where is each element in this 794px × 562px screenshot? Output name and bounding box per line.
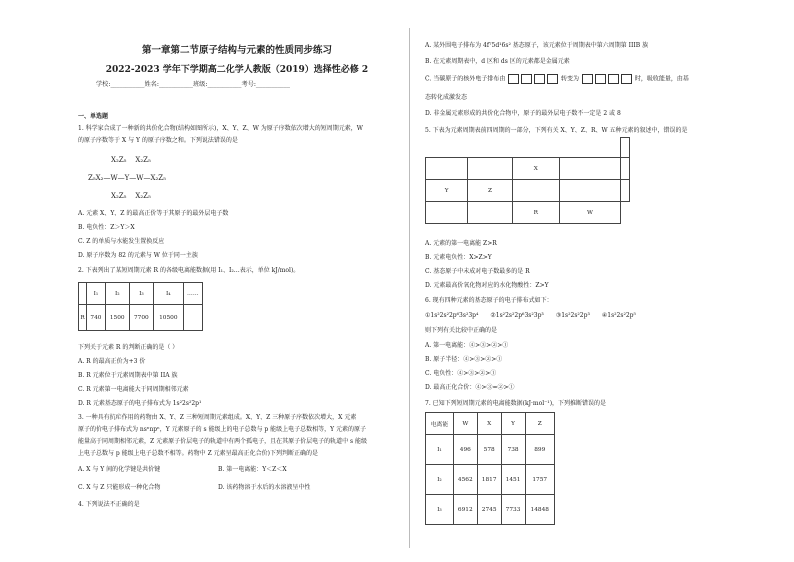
q2-option-a: A. R 的最高正价为+3 价 <box>78 358 146 365</box>
q6-option-c: C. 电负性：④>③>②>① <box>425 370 497 377</box>
q2-option-c: C. R 元素第一电离能大于同周期相邻元素 <box>78 386 189 393</box>
q6-after: 则下列有关比较中正确的是 <box>425 327 498 334</box>
column-divider <box>409 28 410 548</box>
table-cell <box>559 180 620 202</box>
table-cell: X <box>512 158 559 180</box>
q2-after: 下列关于元素 R 的判断正确的是（ ） <box>78 344 179 351</box>
table-cell: Z <box>525 413 555 435</box>
table-cell <box>621 138 630 158</box>
table-cell: I₄ <box>153 283 183 305</box>
table-row <box>426 495 555 525</box>
table-row <box>79 283 203 305</box>
table-cell: I₃ <box>426 495 454 525</box>
table-cell <box>426 158 468 180</box>
q1-option-d: D. 原子序数为 82 的元素与 W 位于同一主族 <box>78 252 198 259</box>
table-cell <box>512 180 559 202</box>
q1-stem-1: 1. 科学家合成了一种新的共价化合物(结构如图所示)，X、Y、Z、W 为原子序数依次增大的短周期元素，W <box>78 125 363 132</box>
table-cell: …… <box>183 283 202 305</box>
table-cell: X <box>477 413 501 435</box>
q3-option-c: C. X 与 Z 只能形成一种化合物 <box>78 484 161 491</box>
orbital-box-icon <box>608 74 619 84</box>
q6-stem: 6. 现有四种元素的基态原子的电子排布式如下： <box>425 297 553 304</box>
table-cell: 6912 <box>453 495 477 525</box>
table-cell: W <box>559 202 620 224</box>
section-heading: 一、单选题 <box>78 113 109 120</box>
table-cell: I₁ <box>426 435 454 465</box>
table-cell: 2745 <box>477 495 501 525</box>
orbital-box-icon <box>508 74 519 84</box>
q5-periodic-table <box>425 137 630 224</box>
table-cell <box>468 158 512 180</box>
orbital-box-icon <box>582 74 593 84</box>
q4-option-d: D. 非金属元素形成的共价化合物中，原子的最外层电子数不一定是 2 或 8 <box>425 110 621 117</box>
q5-option-b: B. 元素电负性：X>Z>Y <box>425 254 492 261</box>
table-cell: 10500 <box>153 305 183 331</box>
table-cell <box>79 283 87 305</box>
table-cell: 496 <box>453 435 477 465</box>
table-cell: 740 <box>87 305 105 331</box>
table-cell <box>468 202 512 224</box>
table-row <box>426 158 630 180</box>
q5-stem: 5. 下表为元素周期表前四周期的一部分，下列有关 X、Y、Z、R、W 五种元素的叙述中，错误的是 <box>425 127 688 134</box>
q5-option-c: C. 基态原子中未成对电子数最多的是 R <box>425 268 530 275</box>
q4c-text-pre: C. 当碳原子的核外电子排布由 <box>425 75 506 83</box>
table-cell: 1757 <box>525 465 555 495</box>
student-info-line: 学校:___________姓名:___________班级:___________考号:___________ <box>96 81 290 88</box>
table-cell: 7700 <box>129 305 153 331</box>
table-cell: 1817 <box>477 465 501 495</box>
table-cell: 738 <box>501 435 525 465</box>
q2-table <box>78 282 203 331</box>
table-row <box>426 413 555 435</box>
q2-option-b: B. R 元素位于元素周期表中第 IIA 族 <box>78 372 178 379</box>
table-cell: I₃ <box>129 283 153 305</box>
table-cell: W <box>453 413 477 435</box>
table-row <box>426 180 630 202</box>
table-cell <box>621 180 630 202</box>
table-cell <box>621 158 630 180</box>
q4-stem: 4. 下列说法不正确的是 <box>78 501 140 508</box>
table-cell: 电离能 <box>426 413 454 435</box>
table-cell: R <box>79 305 87 331</box>
table-cell: R <box>512 202 559 224</box>
q2-option-d: D. R 元素基态原子的电子排布式为 1s²2s²2p¹ <box>78 400 202 407</box>
table-cell: I₂ <box>426 465 454 495</box>
q1-stem-2: 的原子序数等于 X 与 Y 的原子序数之和。下列说法错误的是 <box>78 137 238 144</box>
table-row <box>426 138 630 158</box>
q6-option-d: D. 最高正化合价：④>③=②>① <box>425 384 515 391</box>
table-cell: Z <box>468 180 512 202</box>
q3-option-b: B. 第一电离能：Y＜Z＜X <box>218 466 287 473</box>
q1-option-c: C. Z 的单质与水能发生置换反应 <box>78 238 165 245</box>
q3-option-a: A. X 与 Y 间的化学键是共价键 <box>78 466 161 473</box>
table-cell <box>183 305 202 331</box>
q7-stem: 7. 已知下列短周期元素的电离能数据(kJ·mol⁻¹)，下列推断错误的是 <box>425 400 607 407</box>
table-row <box>79 305 203 331</box>
q3-stem-3: 能量高于同周期相邻元素，Z 元素原子价层电子的轨道中有两个孤电子，且在其原子价层电子的轨道中 s 能级 <box>78 438 367 445</box>
q1-structure-middle: Z₅X₂—W—Y—W—X₂Z₅ <box>88 174 166 182</box>
table-cell: 899 <box>525 435 555 465</box>
q7-table <box>425 412 555 525</box>
q4c-text-mid: 转变为 <box>561 75 580 83</box>
page-subtitle: 2022-2023 学年下学期高二化学人教版（2019）选择性必修 2 <box>105 65 369 75</box>
q3-stem-2: 原子的价电子排布式为 nsⁿnpⁿ，Y 元素原子的 s 能级上的电子总数与 p 能级上电子总数相等，Y 元素的原子 <box>78 426 367 433</box>
table-cell: 4562 <box>453 465 477 495</box>
q4-option-c-tail: 态转化成激发态 <box>425 94 468 101</box>
table-row <box>426 202 630 224</box>
q4-option-a: A. 某外围电子排布为 4f⁷5d¹6s² 基态原子，该元素位于周期表中第六周期第 IIIB 族 <box>425 42 649 49</box>
q1-structure-bottom: X₂Z₅ X₂Z₅ <box>111 192 151 200</box>
table-cell: I₁ <box>87 283 105 305</box>
table-cell: 1500 <box>105 305 129 331</box>
q1-structure-top: X₂Z₅ X₂Z₅ <box>111 156 151 164</box>
q5-option-a: A. 元素的第一电离能 Z>R <box>425 240 497 247</box>
table-row <box>426 465 555 495</box>
table-cell <box>426 202 468 224</box>
q6-option-b: B. 原子半径：④>③>②>① <box>425 356 503 363</box>
table-cell: 7733 <box>501 495 525 525</box>
table-cell: 1451 <box>501 465 525 495</box>
q1-option-b: B. 电负性：Z＞Y＞X <box>78 224 135 231</box>
table-cell: Y <box>426 180 468 202</box>
orbital-box-icon <box>534 74 545 84</box>
orbital-box-icon <box>547 74 558 84</box>
table-cell: 578 <box>477 435 501 465</box>
q6-configs: ①1s²2s²2p⁶3s²3p⁴ ②1s²2s²2p⁶3s²3p³ ③1s²2s²2p³ ④1s²2s²2p⁵ <box>425 312 636 319</box>
orbital-box-icon <box>521 74 532 84</box>
orbital-box-icon <box>621 74 632 84</box>
table-cell: 14848 <box>525 495 555 525</box>
q2-stem: 2. 下表列出了某短周期元素 R 的各级电离能数据(用 I₁、I₂…表示，单位 kJ/mol)。 <box>78 267 300 274</box>
q1-option-a: A. 元素 X、Y、Z 的最高正价等于其原子的最外层电子数 <box>78 210 229 217</box>
table-cell: Y <box>501 413 525 435</box>
q4-option-b: B. 在元素周期表中，d 区和 ds 区的元素都是金属元素 <box>425 58 570 65</box>
q4c-text-post: 时，吸收能量，由基 <box>634 75 689 83</box>
orbital-box-icon <box>595 74 606 84</box>
q4-option-c <box>425 74 689 84</box>
page-title: 第一章第二节原子结构与元素的性质同步练习 <box>141 45 332 56</box>
table-row <box>426 435 555 465</box>
q5-option-d: D. 元素最高价氧化物对应的水化物酸性：Z>Y <box>425 282 549 289</box>
q3-option-d: D. 该药物溶于水后的水溶液呈中性 <box>218 484 311 491</box>
q6-option-a: A. 第一电离能：④>③>②>① <box>425 342 509 349</box>
table-cell <box>559 158 620 180</box>
q3-stem-1: 3. 一种具有抗疟作用的药物由 X、Y、Z 三种短周期元素组成。X、Y、Z 三种原子序数依次增大，X 元素 <box>78 414 357 421</box>
table-cell: I₂ <box>105 283 129 305</box>
q3-stem-4: 上电子总数与 p 能级上电子总数不相等。药物中 Z 元素呈最高正化合价)下列判断正确的是 <box>78 450 318 457</box>
